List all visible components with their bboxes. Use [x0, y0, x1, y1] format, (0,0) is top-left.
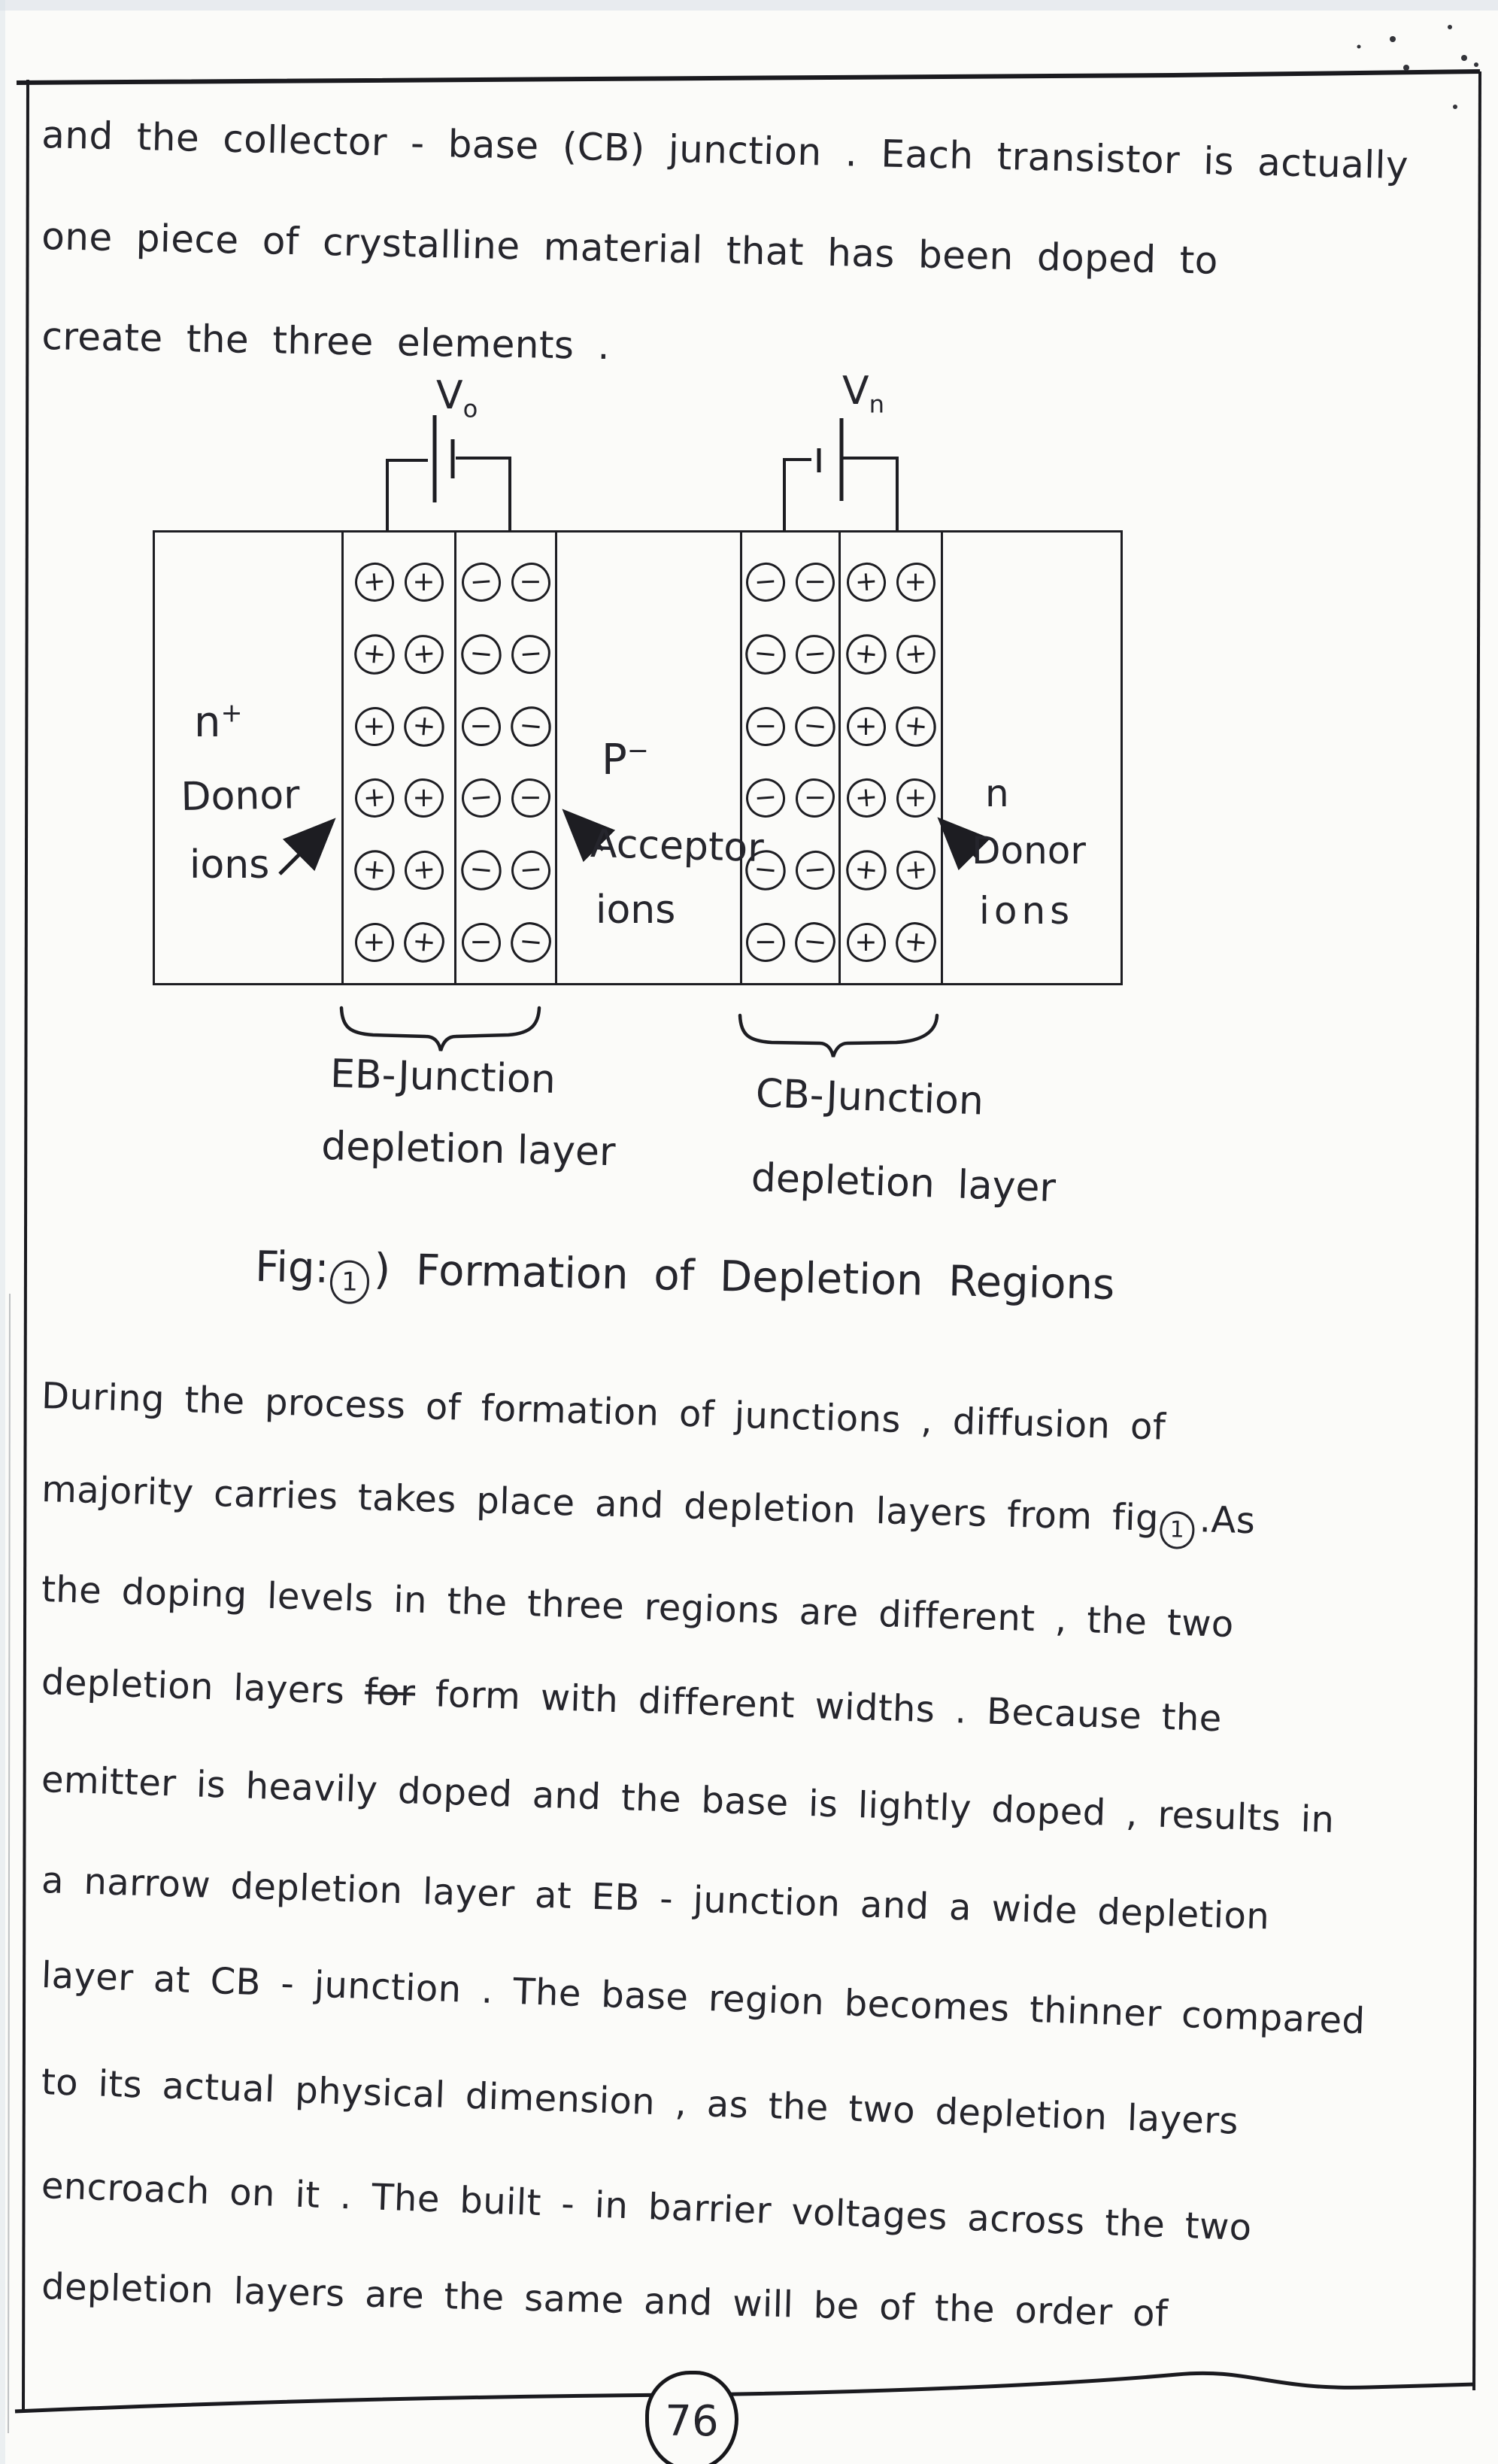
negative-ion-icon: − — [746, 707, 785, 746]
positive-ion-icon: + — [352, 848, 396, 892]
intro-line-2: one piece of crystalline material that has been doped to — [41, 214, 1219, 283]
positive-ion-icon: + — [353, 778, 396, 820]
border-top — [17, 71, 1480, 83]
negative-ion-icon: − — [744, 561, 787, 603]
negative-ion-icon: − — [794, 633, 836, 675]
n-region-label: n — [985, 772, 1009, 815]
cb-positive-ion-column — [841, 533, 941, 983]
ions-mid-word: ions — [596, 888, 676, 933]
body-line-6: a narrow depletion layer at EB - junction and a wide depletion — [41, 1859, 1270, 1938]
positive-ion-icon: + — [895, 633, 937, 675]
region-divider — [555, 533, 557, 983]
border-left — [23, 80, 28, 2411]
body-line-10: depletion layers are the same and will be of the order of — [41, 2265, 1169, 2335]
positive-ion-icon: + — [355, 707, 394, 746]
body-line-1: During the process of formation of junctions , diffusion of — [41, 1375, 1166, 1449]
intro-line-3: create the three elements . — [41, 314, 611, 369]
scan-speckles — [1357, 25, 1479, 109]
negative-ion-icon: − — [794, 849, 836, 891]
positive-ion-icon: + — [847, 707, 886, 746]
p-minus-symbol: P — [602, 736, 627, 784]
positive-ion-icon: + — [405, 778, 444, 818]
positive-ion-icon: + — [893, 705, 937, 748]
cb-negative-ion-column — [742, 533, 838, 983]
ions-right-word: ions — [979, 889, 1075, 933]
negative-ion-icon: − — [460, 561, 502, 603]
circled-figure-ref-icon: 1 — [1160, 1511, 1195, 1549]
battery-eb-subscript: o — [462, 394, 478, 423]
body-line-2-tail: .As — [1199, 1498, 1256, 1543]
cb-junction-label: CB-Junction — [754, 1071, 984, 1124]
negative-ion-icon: − — [510, 633, 552, 675]
eb-brace — [341, 1008, 539, 1051]
negative-ion-icon: − — [462, 707, 501, 746]
positive-ion-icon: + — [844, 633, 887, 676]
negative-ion-icon: − — [459, 633, 502, 676]
body-line-7: layer at CB - junction . The base region becomes thinner compared — [41, 1954, 1366, 2043]
negative-ion-icon: − — [793, 705, 837, 748]
eb-depletion-layer-label: depletion layer — [320, 1124, 616, 1176]
cb-depletion-layer-label: depletion layer — [750, 1155, 1057, 1212]
eb-junction-label: EB-Junction — [329, 1051, 556, 1103]
n-plus-sup: + — [220, 698, 243, 729]
negative-ion-icon: − — [746, 923, 785, 962]
cb-brace — [740, 1015, 937, 1057]
positive-ion-icon: + — [353, 561, 396, 603]
negative-ion-icon: − — [511, 778, 550, 818]
battery-cb-label — [842, 369, 884, 418]
negative-ion-icon: − — [508, 705, 552, 748]
positive-ion-icon: + — [893, 921, 937, 964]
battery-cb-symbol: V — [842, 369, 869, 414]
caption-prefix: Fig: — [254, 1243, 330, 1294]
negative-ion-icon: − — [462, 923, 501, 962]
negative-ion-icon: − — [796, 563, 835, 602]
p-minus-region-label — [602, 736, 649, 784]
negative-ion-icon: − — [744, 848, 787, 892]
positive-ion-icon: + — [355, 923, 394, 962]
acceptor-word: Acceptor — [590, 821, 765, 872]
negative-ion-icon: − — [744, 778, 787, 820]
page-number-badge: 76 — [645, 2371, 738, 2464]
caption-text: ) Formation of Depletion Regions — [373, 1245, 1115, 1309]
battery-cb-subscript: n — [869, 390, 885, 419]
positive-ion-icon: + — [403, 849, 445, 891]
body-line-2-text: majority carries takes place and depletion layers from fig — [41, 1468, 1160, 1540]
border-bottom — [15, 2373, 1475, 2411]
positive-ion-icon: + — [896, 778, 935, 818]
body-line-9: encroach on it . The built - in barrier voltages across the two — [41, 2165, 1253, 2250]
p-minus-sup: − — [626, 736, 649, 766]
positive-ion-icon: + — [845, 561, 887, 603]
battery-cb-circuit — [784, 418, 897, 531]
circled-figure-number-icon: 1 — [329, 1260, 369, 1304]
negative-ion-icon: − — [511, 563, 550, 602]
positive-ion-icon: + — [405, 563, 444, 602]
positive-ion-icon: + — [896, 563, 935, 602]
intro-line-1: and the collector - base (CB) junction . Each transistor is actually — [41, 113, 1409, 188]
body-line-8: to its actual physical dimension , as the two depletion layers — [41, 2061, 1239, 2143]
body-line-5: emitter is heavily doped and the base is lightly doped , results in — [41, 1758, 1336, 1841]
body-line-3: the doping levels in the three regions are different , the two — [41, 1568, 1235, 1646]
positive-ion-icon: + — [352, 633, 396, 676]
body-line-4-tail: form with different widths . Because the — [414, 1672, 1223, 1740]
negative-ion-icon: − — [460, 778, 502, 820]
negative-ion-icon: − — [508, 921, 552, 964]
positive-ion-icon: + — [844, 848, 887, 892]
positive-ion-icon: + — [847, 923, 886, 962]
region-divider — [941, 533, 943, 983]
struck-out-word: for — [364, 1670, 416, 1715]
negative-ion-icon: − — [796, 778, 835, 818]
negative-ion-icon: − — [510, 849, 552, 891]
positive-ion-icon: + — [402, 921, 445, 964]
n-plus-symbol: n — [194, 698, 221, 747]
ions-left-word: ions — [190, 842, 270, 888]
border-right — [1474, 71, 1480, 2390]
donor-left-word: Donor — [180, 772, 301, 820]
eb-positive-ion-column — [344, 533, 454, 983]
positive-ion-icon: + — [402, 705, 445, 748]
battery-eb-symbol: V — [436, 373, 463, 418]
negative-ion-icon: − — [744, 633, 787, 676]
donor-right-word: Donor — [972, 829, 1086, 872]
eb-negative-ion-column — [456, 533, 555, 983]
depletion-braces — [341, 1008, 937, 1057]
battery-eb-label — [436, 373, 478, 423]
positive-ion-icon: + — [403, 633, 445, 675]
positive-ion-icon: + — [895, 849, 937, 891]
negative-ion-icon: − — [459, 848, 502, 892]
positive-ion-icon: + — [845, 778, 887, 820]
border-left-outer — [8, 1294, 10, 2433]
body-line-4-text: depletion layers — [41, 1661, 365, 1713]
n-plus-region-label — [194, 698, 243, 747]
negative-ion-icon: − — [793, 921, 837, 964]
battery-eb-circuit — [387, 415, 510, 531]
